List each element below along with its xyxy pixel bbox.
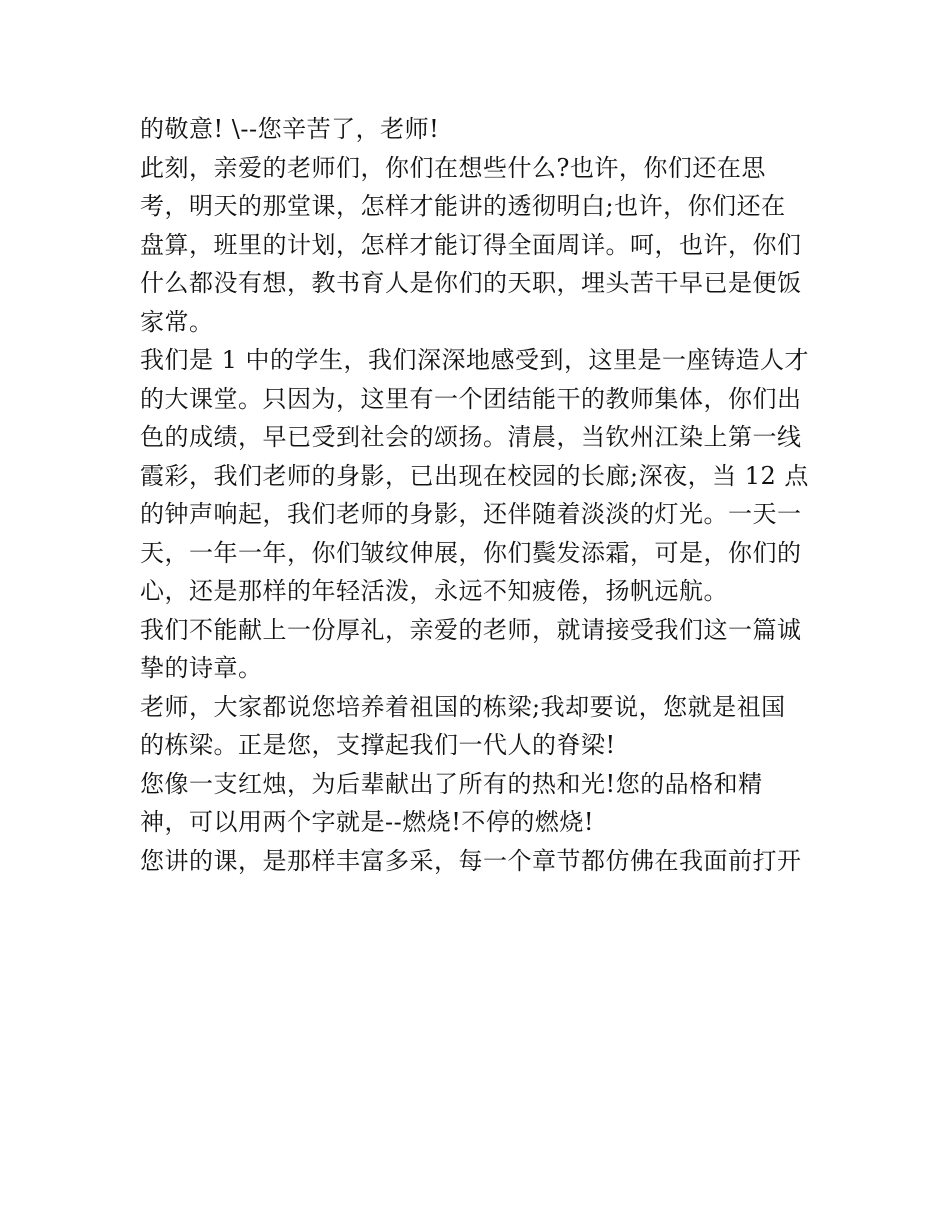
text-line: 盘算，班里的计划，怎样才能订得全面周详。呵，也许，你们	[140, 230, 802, 259]
text-line: 家常。	[140, 307, 214, 336]
text-line: 我们不能献上一份厚礼，亲爱的老师，就请接受我们这一篇诚	[140, 615, 802, 644]
text-line: 的钟声响起，我们老师的身影，还伴随着淡淡的灯光。一天一	[140, 500, 802, 528]
text-line: 色的成绩，早已受到社会的颂扬。清晨，当钦州江染上第一线	[140, 423, 802, 451]
document-body	[140, 110, 816, 880]
text-line: 的栋梁。正是您，支撑起我们一代人的脊梁!	[140, 731, 616, 759]
text-line: 的敬意! \--您辛苦了，老师!	[140, 115, 440, 143]
text-line: 天，一年一年，你们皱纹伸展，你们鬓发添霜，可是，你们的	[140, 538, 802, 567]
text-line: 的大课堂。只因为，这里有一个团结能干的教师集体，你们出	[140, 384, 802, 413]
text-line: 您讲的课，是那样丰富多采，每一个章节都仿佛在我面前打开	[140, 846, 802, 875]
text-line: 神，可以用两个字就是--燃烧!不停的燃烧!	[140, 808, 595, 836]
text-line: 您像一支红烛，为后辈献出了所有的热和光!您的品格和精	[140, 769, 763, 798]
text-line: 心，还是那样的年轻活泼，永远不知疲倦，扬帆远航。	[140, 577, 728, 605]
text-line: 霞彩，我们老师的身影，已出现在校园的长廊;深夜，当 12 点	[140, 461, 809, 490]
text-line: 考，明天的那堂课，怎样才能讲的透彻明白;也许，你们还在	[140, 192, 786, 220]
text-line: 挚的诗章。	[140, 654, 263, 682]
text-line: 什么都没有想，教书育人是你们的天职，埋头苦干早已是便饭	[140, 269, 802, 297]
text-line: 我们是 1 中的学生，我们深深地感受到，这里是一座铸造人才	[140, 346, 810, 374]
text-line: 老师，大家都说您培养着祖国的栋梁;我却要说，您就是祖国	[140, 692, 786, 721]
text-line: 此刻，亲爱的老师们，你们在想些什么?也许，你们还在思	[140, 153, 766, 182]
